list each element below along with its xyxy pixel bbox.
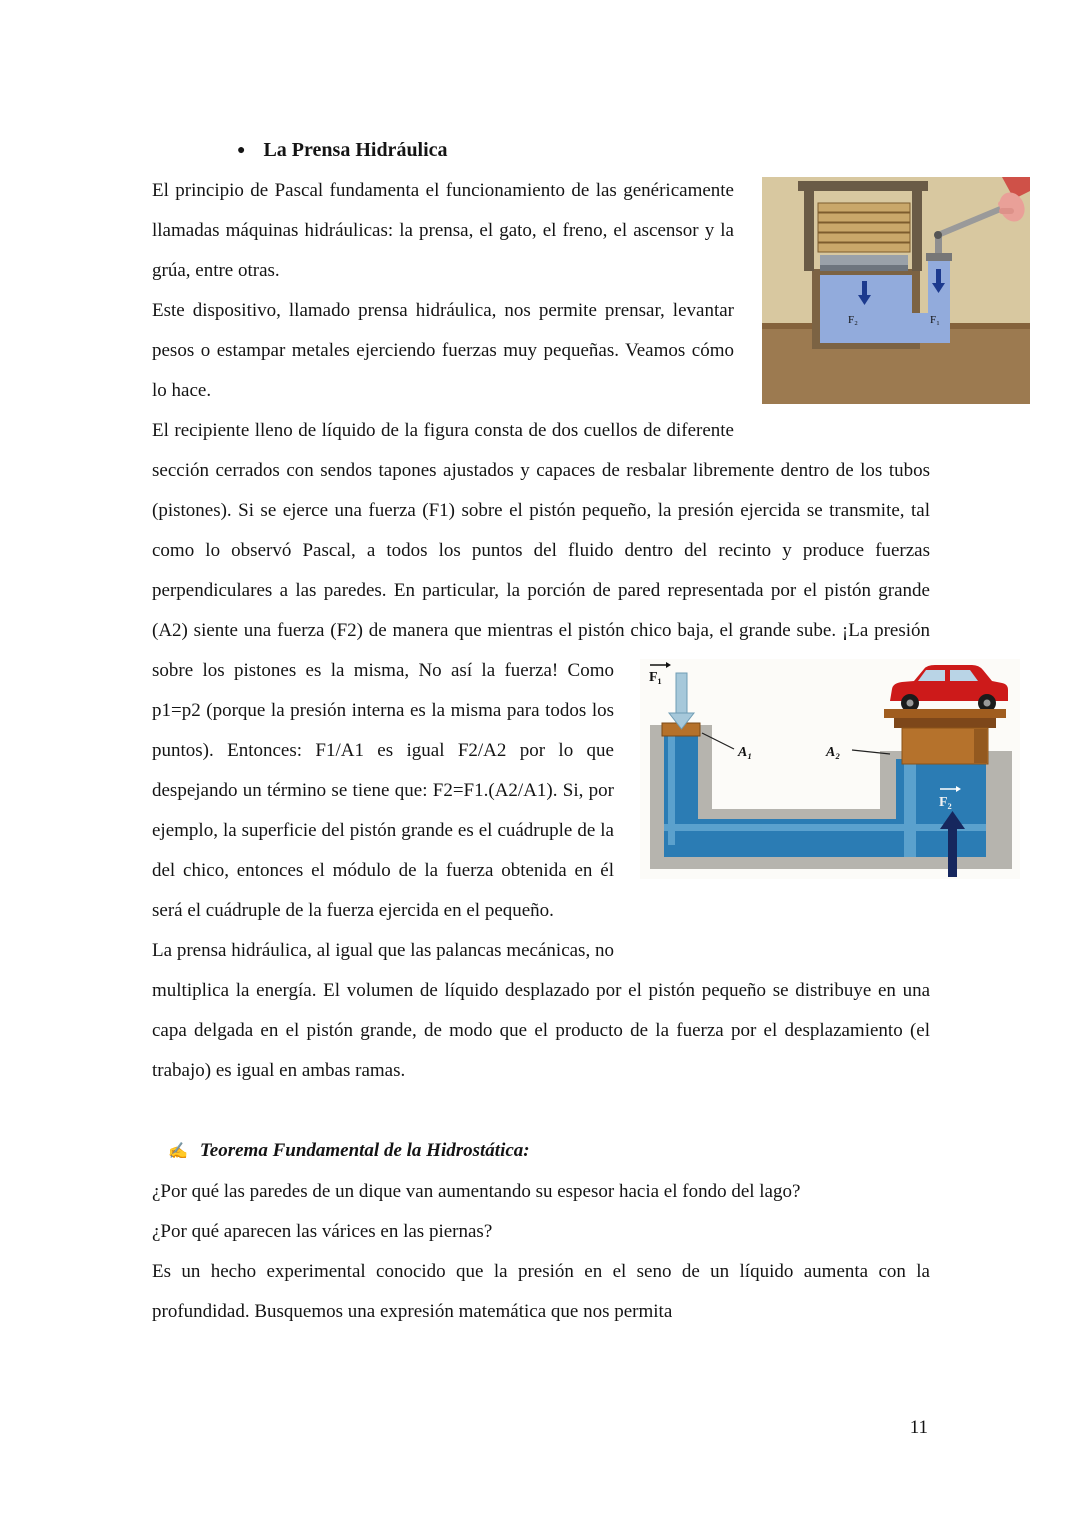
paragraph-pascal-principle bbox=[152, 171, 940, 326]
page-content bbox=[152, 130, 952, 1332]
figure-car-lift bbox=[640, 659, 1020, 949]
paragraph-vessel-explanation bbox=[152, 411, 952, 931]
f1-label: F₁ bbox=[930, 314, 940, 326]
press-frame-right-post bbox=[912, 187, 922, 271]
paragraph-text: El recipiente lleno de líquido de la figura consta de dos cuellos de diferente sección cerrados con sendos tapones ajustados y capaces de resbalar libremente dentro de los tubos (pistones). Si se ejerce una fuerza (F1) sobre el pistón pequeño, la presión ejercida se transmite, tal como lo observó Pascal, a todos los puntos del fluido dentro del recinto y produce fuerzas perpendiculares a las paredes. En particular, la porción de pared representada por el pistón grande (A2) siente una fuerza (F2) de manera que mientras el pistón chico baja, el grande sube. ¡La presión bbox=[152, 420, 930, 641]
bullet-icon: ● bbox=[237, 143, 246, 158]
f1-arrow-shaft bbox=[676, 673, 687, 713]
section-title: Teorema Fundamental de la Hidrostática: bbox=[199, 1140, 530, 1161]
hydraulic-press-illustration bbox=[762, 177, 1030, 404]
wood-planks bbox=[818, 203, 910, 252]
paragraph-text: Es un hecho experimental conocido que la presión en el seno de un líquido aumenta con la profundidad. Busquemos una expresión matemática que nos permita bbox=[152, 1261, 930, 1322]
question-varices bbox=[152, 1212, 930, 1252]
small-piston-cap bbox=[926, 253, 952, 261]
paragraph-text: Este dispositivo, llamado prensa hidráulica, nos permite prensar, levantar pesos o estampar metales ejerciendo fuerzas muy pequeñas. Veamos cómo lo hace. bbox=[152, 300, 734, 401]
paragraph-text: El principio de Pascal fundamenta el funcionamiento de las genéricamente llamadas máquinas hidráulicas: la prensa, el gato, el freno, el ascensor y la grúa, entre otras. bbox=[152, 180, 734, 281]
large-piston-shade bbox=[974, 729, 987, 763]
page-number: 11 bbox=[909, 1417, 928, 1438]
f2-label: F₂ bbox=[939, 795, 952, 810]
hand-symbol-icon: ✍ bbox=[168, 1143, 188, 1160]
lift-platform bbox=[884, 709, 1006, 718]
press-frame-left-post bbox=[804, 187, 814, 271]
figure-hydraulic-press bbox=[762, 177, 1030, 404]
f2-arrow-shaft bbox=[948, 827, 957, 877]
large-piston-plate-shadow bbox=[820, 265, 908, 271]
a1-label: A₁ bbox=[738, 745, 753, 760]
question-dique bbox=[152, 1172, 930, 1212]
lever-pivot bbox=[934, 231, 942, 239]
f1-label: F₁ bbox=[649, 670, 662, 685]
heading-la-prensa-hidraulica bbox=[152, 130, 930, 171]
paragraph-text: sobre los pistones es la misma, No así la fuerza! Como p1=p2 (porque la presión interna es la misma para todos los puntos). Entonces: F1/A1 es igual F2/A2 por lo que despejando un término se tiene que: F2=F1.(A2/A1). Si, por ejemplo, la superficie del pistón grande es el cuádruple de la del chico, entonces el módulo de la fuerza obtenida en él será el cuádruple de la fuerza ejercida en el pequeño. bbox=[152, 660, 614, 921]
f2-label: F₂ bbox=[848, 314, 858, 326]
paragraph-text: ¿Por qué aparecen las várices en las piernas? bbox=[152, 1221, 493, 1242]
car-lift-illustration bbox=[640, 659, 1020, 879]
heading-teorema-fundamental bbox=[152, 1131, 930, 1172]
large-piston-plate bbox=[820, 255, 908, 265]
heading-title: La Prensa Hidráulica bbox=[263, 139, 448, 161]
paragraph-text: La prensa hidráulica, al igual que las palancas mecánicas, no multiplica la energía. El volumen de líquido desplazado por el pistón pequeño se distribuye en una capa delgada en el pistón grande, de modo que el producto de la fuerza por el desplazamiento (el trabajo) es igual en ambas ramas. bbox=[152, 940, 930, 1081]
paragraph-text: ¿Por qué las paredes de un dique van aumentando su espesor hacia el fondo del lago? bbox=[152, 1181, 801, 1202]
a2-label: A₂ bbox=[826, 745, 841, 760]
large-piston-cap bbox=[894, 718, 996, 728]
press-frame-top-beam bbox=[798, 181, 928, 191]
paragraph-experimental-fact bbox=[152, 1252, 930, 1332]
paragraph-energy-conservation bbox=[152, 931, 930, 1091]
